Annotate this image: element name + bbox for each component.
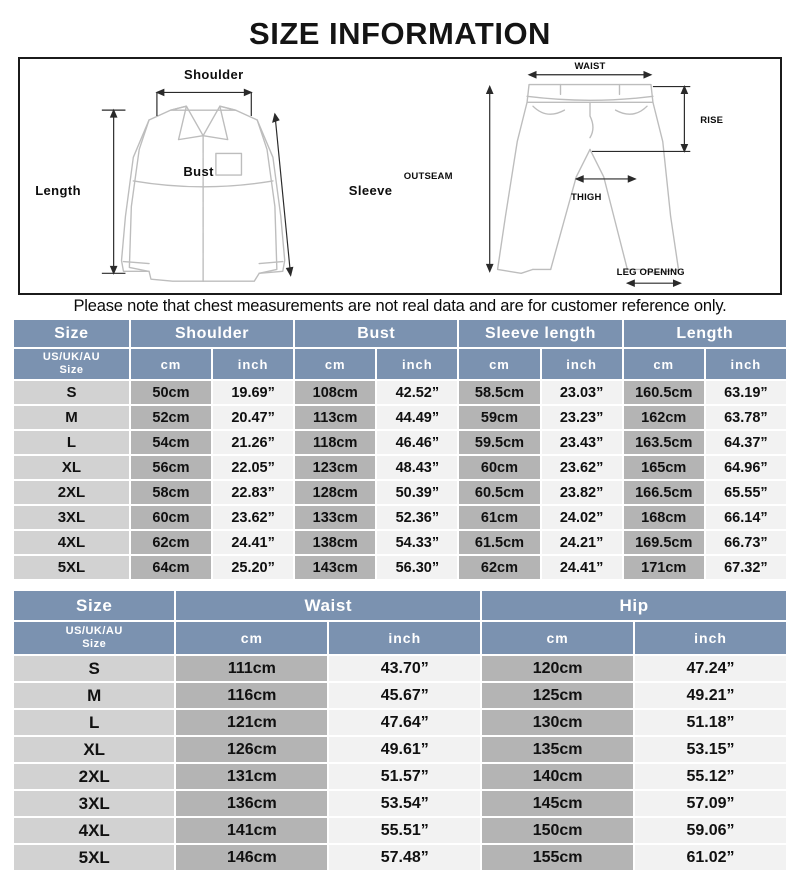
pants-label-waist: WAIST xyxy=(574,60,606,72)
cell-length-cm: 166.5cm xyxy=(624,481,704,504)
cell-waist-inch: 55.51” xyxy=(329,818,480,843)
cell-length-cm: 171cm xyxy=(624,556,704,579)
cell-length-cm: 162cm xyxy=(624,406,704,429)
cell-shoulder-inch: 22.05” xyxy=(213,456,293,479)
table-row xyxy=(14,456,786,479)
cell-length-inch: 64.96” xyxy=(706,456,786,479)
top-size-table-wrap xyxy=(0,318,800,581)
cell-hip-cm: 120cm xyxy=(482,656,633,681)
pants-label-rise: RISE xyxy=(700,114,724,126)
table-row xyxy=(14,710,786,735)
cell-hip-cm: 140cm xyxy=(482,764,633,789)
cell-shoulder-cm: 56cm xyxy=(131,456,211,479)
cell-bust-cm: 143cm xyxy=(295,556,375,579)
cell-size: 2XL xyxy=(14,481,129,504)
cell-shoulder-inch: 20.47” xyxy=(213,406,293,429)
pants-label-thigh: THIGH xyxy=(571,191,602,203)
cell-bust-cm: 128cm xyxy=(295,481,375,504)
header-size-region xyxy=(14,349,129,379)
cell-bust-inch: 54.33” xyxy=(377,531,457,554)
cell-waist-cm: 141cm xyxy=(176,818,327,843)
shirt-label-length: Length xyxy=(35,182,81,198)
cell-length-cm: 163.5cm xyxy=(624,431,704,454)
cell-size: M xyxy=(14,406,129,429)
cell-waist-cm: 126cm xyxy=(176,737,327,762)
cell-size: L xyxy=(14,710,174,735)
cell-sleeve-inch: 23.43” xyxy=(542,431,622,454)
cell-shoulder-cm: 58cm xyxy=(131,481,211,504)
cell-bust-cm: 133cm xyxy=(295,506,375,529)
cell-shoulder-inch: 21.26” xyxy=(213,431,293,454)
size-region-line2: Size xyxy=(59,364,84,377)
header-bust: Bust xyxy=(295,320,457,347)
cell-shoulder-inch: 22.83” xyxy=(213,481,293,504)
table-row xyxy=(14,556,786,579)
cell-bust-inch: 56.30” xyxy=(377,556,457,579)
cell-length-cm: 160.5cm xyxy=(624,381,704,404)
cell-waist-inch: 53.54” xyxy=(329,791,480,816)
cell-sleeve-cm: 61cm xyxy=(459,506,539,529)
cell-waist-cm: 116cm xyxy=(176,683,327,708)
shirt-label-shoulder: Shoulder xyxy=(184,66,244,82)
header2-size: Size xyxy=(14,591,174,620)
cell-shoulder-inch: 19.69” xyxy=(213,381,293,404)
cell-waist-cm: 136cm xyxy=(176,791,327,816)
cell-waist-inch: 47.64” xyxy=(329,710,480,735)
cell-shoulder-inch: 23.62” xyxy=(213,506,293,529)
cell-bust-inch: 46.46” xyxy=(377,431,457,454)
cell-size: 5XL xyxy=(14,556,129,579)
bottom-size-table xyxy=(12,589,788,872)
cell-size: 5XL xyxy=(14,845,174,870)
cell-size: S xyxy=(14,381,129,404)
table-row xyxy=(14,818,786,843)
cell-length-inch: 63.78” xyxy=(706,406,786,429)
table-row xyxy=(14,683,786,708)
header-shoulder-inch: inch xyxy=(213,349,293,379)
cell-bust-cm: 108cm xyxy=(295,381,375,404)
table-row xyxy=(14,791,786,816)
pants-illustration-icon xyxy=(400,59,780,293)
table-row xyxy=(14,531,786,554)
header-shoulder-cm: cm xyxy=(131,349,211,379)
cell-sleeve-cm: 60cm xyxy=(459,456,539,479)
bottom-size-table-wrap xyxy=(0,589,800,872)
cell-hip-cm: 130cm xyxy=(482,710,633,735)
size2-region-line1: US/UK/AU xyxy=(65,625,123,638)
table-row xyxy=(14,381,786,404)
cell-length-cm: 165cm xyxy=(624,456,704,479)
table-header-row-groups xyxy=(14,320,786,347)
cell-sleeve-inch: 23.23” xyxy=(542,406,622,429)
cell-waist-inch: 49.61” xyxy=(329,737,480,762)
header2-hip-inch: inch xyxy=(635,622,786,654)
header-sleeve-length: Sleeve length xyxy=(459,320,621,347)
cell-bust-cm: 123cm xyxy=(295,456,375,479)
shirt-diagram xyxy=(20,59,400,293)
table-row xyxy=(14,406,786,429)
table-row xyxy=(14,845,786,870)
cell-hip-inch: 59.06” xyxy=(635,818,786,843)
cell-shoulder-inch: 25.20” xyxy=(213,556,293,579)
cell-size: XL xyxy=(14,456,129,479)
pants-diagram xyxy=(400,59,780,293)
cell-sleeve-cm: 59cm xyxy=(459,406,539,429)
size-region-line1: US/UK/AU xyxy=(42,351,101,364)
cell-sleeve-inch: 24.41” xyxy=(542,556,622,579)
table-row xyxy=(14,764,786,789)
cell-length-inch: 66.73” xyxy=(706,531,786,554)
cell-sleeve-cm: 59.5cm xyxy=(459,431,539,454)
table-row xyxy=(14,656,786,681)
measurement-note: Please note that chest measurements are not real data and are for customer reference only. xyxy=(73,296,727,315)
cell-size: L xyxy=(14,431,129,454)
cell-sleeve-inch: 24.02” xyxy=(542,506,622,529)
cell-size: M xyxy=(14,683,174,708)
header-size: Size xyxy=(14,320,129,347)
cell-sleeve-inch: 23.03” xyxy=(542,381,622,404)
pants-label-outseam: OUTSEAM xyxy=(403,170,453,182)
cell-size: 4XL xyxy=(14,818,174,843)
cell-hip-inch: 57.09” xyxy=(635,791,786,816)
cell-sleeve-cm: 60.5cm xyxy=(459,481,539,504)
cell-length-cm: 169.5cm xyxy=(624,531,704,554)
cell-shoulder-cm: 60cm xyxy=(131,506,211,529)
cell-sleeve-inch: 24.21” xyxy=(542,531,622,554)
top-size-table xyxy=(12,318,788,581)
cell-shoulder-cm: 54cm xyxy=(131,431,211,454)
cell-sleeve-inch: 23.82” xyxy=(542,481,622,504)
pants-label-leg-opening: LEG OPENING xyxy=(616,266,685,278)
header2-size-region xyxy=(14,622,174,654)
cell-hip-cm: 125cm xyxy=(482,683,633,708)
cell-waist-cm: 121cm xyxy=(176,710,327,735)
cell-waist-cm: 146cm xyxy=(176,845,327,870)
cell-size: 2XL xyxy=(14,764,174,789)
shirt-label-bust: Bust xyxy=(183,163,214,179)
table-row xyxy=(14,737,786,762)
measurement-diagram-box xyxy=(18,57,782,295)
cell-size: 3XL xyxy=(14,791,174,816)
cell-hip-inch: 55.12” xyxy=(635,764,786,789)
cell-length-inch: 66.14” xyxy=(706,506,786,529)
cell-hip-cm: 135cm xyxy=(482,737,633,762)
cell-bust-inch: 52.36” xyxy=(377,506,457,529)
header-length-inch: inch xyxy=(706,349,786,379)
cell-size: S xyxy=(14,656,174,681)
cell-size: 4XL xyxy=(14,531,129,554)
header2-hip: Hip xyxy=(482,591,786,620)
cell-hip-cm: 150cm xyxy=(482,818,633,843)
header2-waist: Waist xyxy=(176,591,480,620)
cell-bust-inch: 42.52” xyxy=(377,381,457,404)
shirt-label-sleeve: Sleeve xyxy=(348,182,393,198)
cell-bust-cm: 113cm xyxy=(295,406,375,429)
header-bust-inch: inch xyxy=(377,349,457,379)
cell-shoulder-cm: 64cm xyxy=(131,556,211,579)
table2-header-row-groups xyxy=(14,591,786,620)
cell-hip-inch: 47.24” xyxy=(635,656,786,681)
top-size-table-body xyxy=(14,381,786,579)
cell-length-cm: 168cm xyxy=(624,506,704,529)
table-header-row-units xyxy=(14,349,786,379)
header2-waist-inch: inch xyxy=(329,622,480,654)
table2-header-row-units xyxy=(14,622,786,654)
cell-waist-inch: 43.70” xyxy=(329,656,480,681)
cell-length-inch: 65.55” xyxy=(706,481,786,504)
cell-hip-inch: 49.21” xyxy=(635,683,786,708)
header-bust-cm: cm xyxy=(295,349,375,379)
cell-length-inch: 64.37” xyxy=(706,431,786,454)
cell-bust-inch: 48.43” xyxy=(377,456,457,479)
header2-hip-cm: cm xyxy=(482,622,633,654)
cell-shoulder-cm: 50cm xyxy=(131,381,211,404)
cell-waist-cm: 131cm xyxy=(176,764,327,789)
cell-hip-inch: 51.18” xyxy=(635,710,786,735)
header-length: Length xyxy=(624,320,786,347)
cell-sleeve-cm: 61.5cm xyxy=(459,531,539,554)
header-shoulder: Shoulder xyxy=(131,320,293,347)
size2-region-line2: Size xyxy=(82,638,107,651)
header-sleeve-cm: cm xyxy=(459,349,539,379)
cell-waist-inch: 45.67” xyxy=(329,683,480,708)
cell-hip-inch: 53.15” xyxy=(635,737,786,762)
header-length-cm: cm xyxy=(624,349,704,379)
cell-shoulder-inch: 24.41” xyxy=(213,531,293,554)
table-row xyxy=(14,506,786,529)
header2-waist-cm: cm xyxy=(176,622,327,654)
cell-waist-inch: 57.48” xyxy=(329,845,480,870)
cell-waist-cm: 111cm xyxy=(176,656,327,681)
cell-size: 3XL xyxy=(14,506,129,529)
cell-sleeve-cm: 62cm xyxy=(459,556,539,579)
cell-hip-cm: 145cm xyxy=(482,791,633,816)
cell-bust-cm: 138cm xyxy=(295,531,375,554)
page-title: SIZE INFORMATION xyxy=(249,16,551,51)
cell-bust-inch: 44.49” xyxy=(377,406,457,429)
table-row xyxy=(14,431,786,454)
cell-shoulder-cm: 62cm xyxy=(131,531,211,554)
table-row xyxy=(14,481,786,504)
cell-bust-inch: 50.39” xyxy=(377,481,457,504)
bottom-size-table-body xyxy=(14,656,786,870)
cell-length-inch: 67.32” xyxy=(706,556,786,579)
cell-hip-cm: 155cm xyxy=(482,845,633,870)
cell-hip-inch: 61.02” xyxy=(635,845,786,870)
cell-bust-cm: 118cm xyxy=(295,431,375,454)
cell-sleeve-cm: 58.5cm xyxy=(459,381,539,404)
cell-shoulder-cm: 52cm xyxy=(131,406,211,429)
cell-size: XL xyxy=(14,737,174,762)
cell-length-inch: 63.19” xyxy=(706,381,786,404)
cell-sleeve-inch: 23.62” xyxy=(542,456,622,479)
header-sleeve-inch: inch xyxy=(542,349,622,379)
cell-waist-inch: 51.57” xyxy=(329,764,480,789)
